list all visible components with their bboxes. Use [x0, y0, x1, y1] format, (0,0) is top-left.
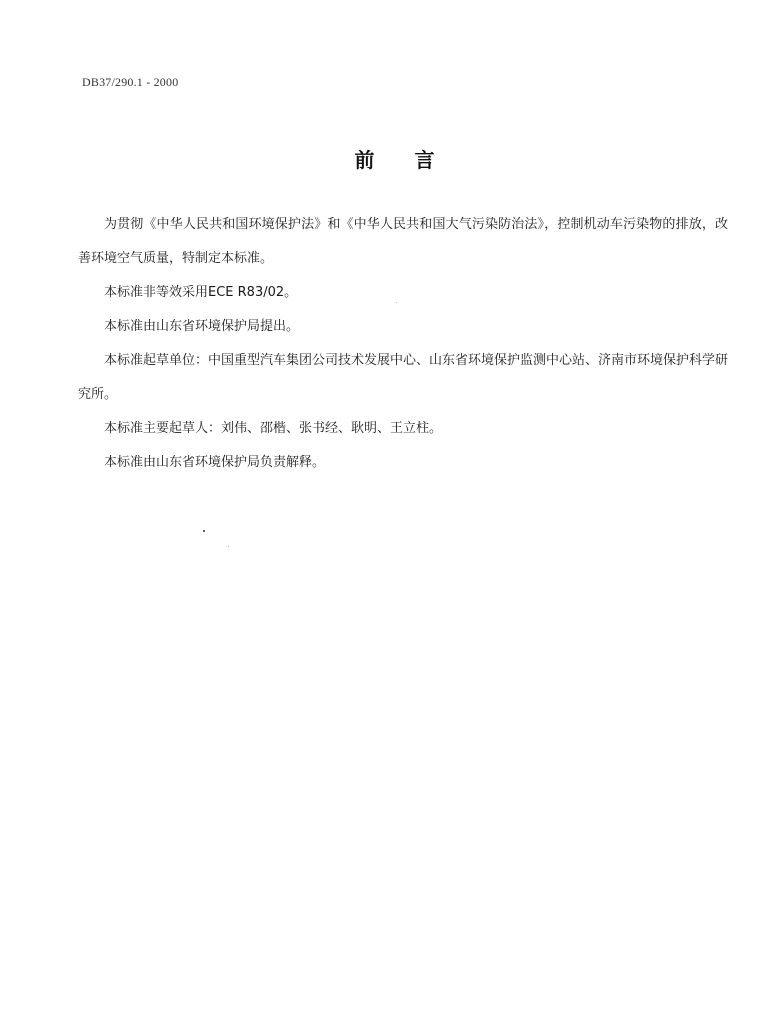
scan-speck — [203, 530, 205, 532]
scan-speck — [228, 546, 229, 547]
paragraph-purpose: 为贯彻《中华人民共和国环境保护法》和《中华人民共和国大气污染防治法》，控制机动车污染物的排放，改善环境空气质量，特制定本标准。 — [78, 217, 728, 266]
paragraph-adoption: 本标准非等效采用ECE R83/02。 — [104, 285, 298, 300]
paragraph-interpretation: 本标准由山东省环境保护局负责解释。 — [104, 455, 326, 470]
document-code: DB37/290.1 - 2000 — [82, 75, 179, 89]
paragraph-drafting-units: 本标准起草单位：中国重型汽车集团公司技术发展中心、山东省环境保护监测中心站、济南市环境保护科学研究所。 — [78, 353, 729, 402]
paragraph-drafters: 本标准主要起草人：刘伟、邵楷、张书经、耿明、王立柱。 — [104, 421, 443, 436]
page-title: 前言 — [354, 148, 475, 172]
paragraph-proposer: 本标准由山东省环境保护局提出。 — [104, 319, 300, 334]
scan-speck — [396, 302, 397, 303]
foreword-body — [78, 208, 728, 480]
